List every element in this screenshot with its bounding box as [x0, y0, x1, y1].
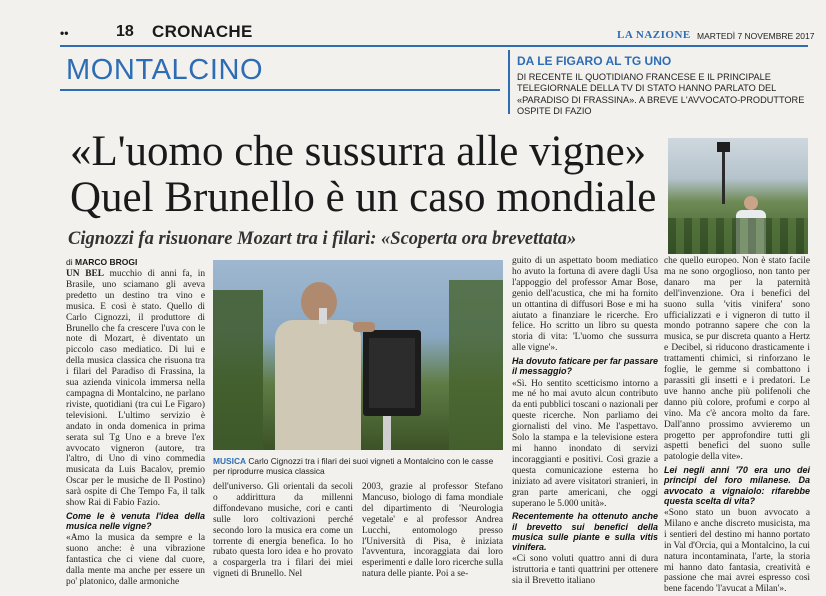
town-title: MONTALCINO — [66, 54, 264, 86]
caption-text: Carlo Cignozzi tra i filari dei suoi vigneti a Montalcino con le casse per riprodurre musica classica — [213, 456, 494, 476]
answer-1: «Amo la musica da sempre e la suono anche: è una vibrazione fantastica che ci viene dal cuore, dalla mente ma anche per essere un po' platonico, dalle armoniche — [66, 533, 205, 587]
col4-paragraph-1: guito di un aspettato boom mediatico ho avuto la fortuna di avere dagli Usa l'appoggio del professor Amar Bose, genio dell'acustica, che mi ha fornito un ottantina di diffusori Bose e mi ha aiutato a finanziare le ricerche. Ero felice. Ho scritto un libro su questa storia di vita: 'L'uomo che sussurra alle vigne'». — [512, 256, 658, 354]
col2-text: dell'universo. Gli orientali da secoli o addirittura da millenni diffondevano musiche, cori e canti sulle loro coltivazioni perché secondo loro la musica era come un torrente di energia benefica. Io ho rubato questa loro idea e ho provato a cospargerla tra i filari dei miei vigneti di Brunello. Nel — [213, 482, 353, 580]
page-number: 18 — [116, 23, 134, 40]
question-4: Lei negli anni '70 era uno dei principi del foro milanese. Da avvocato a vignaiolo: rifarebbe questa scelta di vita? — [664, 465, 810, 506]
byline-author: MARCO BROGI — [75, 257, 138, 267]
article-column-1 — [66, 269, 205, 588]
answer-4: «Sono stato un buon avvocato a Milano e anche discreto musicista, ma i sentieri del destino mi hanno portato in Val d'Orcia, qui a Montalcino, la cui natura incontaminata, l'arte, la storia mi hanno dato fantasia, creatività e passione che mai avrei espresso così bene facendo 'l'avucat a Milan'». — [664, 508, 810, 595]
header-rule — [60, 45, 808, 47]
sidebar-box-divider — [508, 50, 510, 114]
sidebar-box-text: DI RECENTE IL QUOTIDIANO FRANCESE E IL PRINCIPALE TELEGIORNALE DELLA TV DI STATO HANNO PARLATO DEL «PARADISO DI FRASSINA». A BREVE L'AVVOCATO-PRODUTTORE OSPITE DI FAZIO — [517, 72, 805, 117]
issue-date: MARTEDÌ 7 NOVEMBRE 2017 — [697, 31, 815, 41]
question-1: Come le è venuta l'idea della musica nelle vigne? — [66, 510, 205, 532]
byline — [66, 257, 137, 267]
main-photo — [213, 260, 503, 450]
col5-paragraph-1: che quello europeo. Non è stato facile ma ne sono orgoglioso, non tanto per danaro ma per la paternità dell'invenzione. Ora i benefici del suono sulla 'vitis vinifera' sono ufficializzati e i vigneron di tutto il mondo potranno sapere che con la musica, se pur discreta quanto a Hertz e Decibel, si riducono drasticamente i trattamenti chimici, si rinforzano le foglie, le gemme si combattono i parassiti gli insetti e i predatori. Le uve hanno anche più polifenoli che danno più colore, profumi e corpo al vino. Ma c'è ancora molto da fare. Dall'anno prossimo avvieremo un progetto per approfondire tutti gli aspetti benefici del suono sulle patologie della vite». — [664, 256, 810, 463]
col1-paragraph-1: mucchio di anni fa, in Brasile, uno sciamano gli aveva predetto un destino tra vino e musica. E così è stato. Quello di Carlo Cignozzi, il produttore di Brunello che fa crescere l'uva con le note di Mozart, è diventato un piccolo caso mediatico. Di lui e della musica classica che risuona tra i filari del Paradiso di Frassina, la sua azienda vinicola immersa nella campagna di Montalcino, ne parlano riviste, quotidiani (tra cui Le Figaro) televisioni. L'ultimo servizio è andato in onda domenica in prima serata sul Tg Uno e a breve l'ex avvocato vigneron (autore, tra l'altro, di Uno di vino commedia musicata da Luis Bacalov, premio Oscar per le musiche de Il Postino) sarà ospite di Che Tempo Fa, il talk show Rai di Fabio Fazio. — [66, 269, 206, 509]
lead-word: UN BEL — [66, 269, 104, 279]
article-column-3 — [362, 482, 503, 580]
question-2: Ha dovuto faticare per far passare il messaggio? — [512, 356, 658, 377]
newspaper-name: LA NAZIONE — [617, 29, 691, 41]
col3-text: 2003, grazie al professor Stefano Mancuso, biologo di fama mondiale del dipartimento di 'Neurologia vegetale' e al professor Andrea Lucchi, entomologo presso l'Università di Pisa, è iniziata l'avventura, incoraggiata dai loro esperimenti e dalle loro ricerche sulla natura delle piante. Poi a se- — [362, 482, 503, 580]
headline-line-2: Quel Brunello è un caso mondiale — [70, 174, 657, 221]
town-rule — [60, 89, 500, 91]
question-3: Recentemente ha ottenuto anche il brevetto sui benefici della musica sulle piante e sulla vitis vinifera. — [512, 511, 658, 553]
subtitle: Cignozzi fa risuonare Mozart tra i filari: «Scoperta ora brevettata» — [68, 229, 577, 249]
article-column-5 — [664, 256, 810, 595]
article-column-4 — [512, 256, 658, 587]
article-column-2 — [213, 482, 353, 580]
sidebar-box-title: DA LE FIGARO AL TG UNO — [517, 54, 672, 68]
answer-3: «Ci sono voluti quattro anni di dura istruttoria e tanti quattrini per ottenere sia il Brevetto italiano — [512, 554, 658, 587]
page-dots: •• — [60, 26, 69, 40]
caption-label: MUSICA — [213, 456, 247, 466]
answer-2: «Sì. Ho sentito scetticismo intorno a me né ho mai avuto alcun contributo da enti pubblici toscani o nazionali per queste ricerche. Non parliamo dei giornalisti del vino. Me l'aspettavo. Solo la stampa e la televisione estera mi hanno inondato di servizi incoraggianti e positivi. Così grazie a questa comunicazione esterna ho iniziato ad avere visitatori stranieri, in gran parte americani, che oggi superano le 5.000 unità». — [512, 378, 658, 509]
photo-caption — [213, 456, 505, 476]
section-name: CRONACHE — [152, 22, 253, 41]
byline-prefix: di — [66, 257, 73, 267]
vineyard-photo-small — [668, 138, 808, 254]
headline-line-1: «L'uomo che sussurra alle vigne» — [70, 128, 647, 175]
